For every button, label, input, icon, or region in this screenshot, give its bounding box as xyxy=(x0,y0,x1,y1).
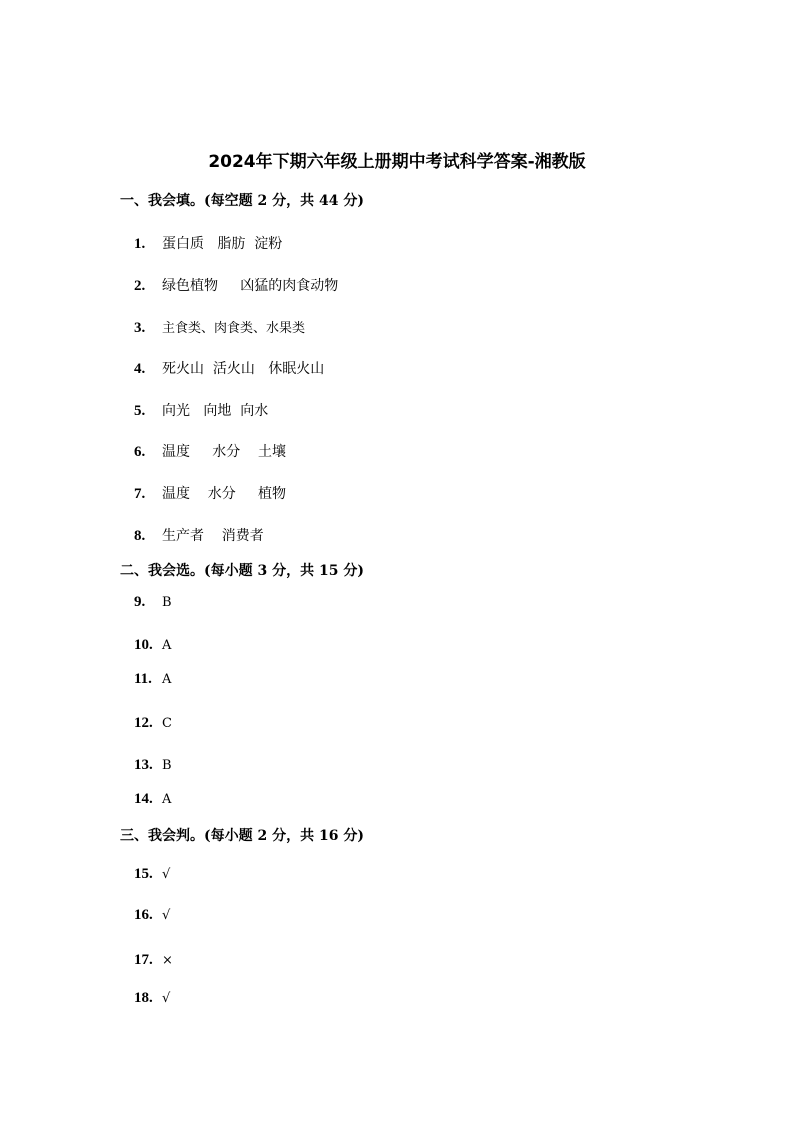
answer-item-15 xyxy=(134,864,170,884)
answer-text: C xyxy=(162,716,172,731)
answer-item-6 xyxy=(134,442,286,462)
question-number: 3. xyxy=(134,320,146,336)
answer-item-8 xyxy=(134,526,264,546)
answer-text: 温度 水分 土壤 xyxy=(162,444,287,460)
section-1-heading: 一、我会填。(每空题 2 分，共 44 分) xyxy=(120,193,364,209)
question-number: 14. xyxy=(134,791,153,807)
answer-item-11 xyxy=(134,669,171,689)
question-number: 17. xyxy=(134,952,153,968)
question-number: 18. xyxy=(134,990,153,1006)
answer-item-7 xyxy=(134,484,286,504)
question-number: 5. xyxy=(134,403,146,419)
answer-item-9 xyxy=(134,592,172,612)
answer-item-17 xyxy=(134,950,173,970)
answer-text: 生产者 消费者 xyxy=(162,528,264,544)
question-number: 10. xyxy=(134,637,153,653)
answer-text: 向光 向地 向水 xyxy=(162,403,269,419)
answer-item-5 xyxy=(134,401,268,421)
question-number: 7. xyxy=(134,486,146,502)
answer-text: √ xyxy=(162,867,171,882)
answer-text: 温度 水分 植物 xyxy=(162,486,287,502)
section-2-heading: 二、我会选。(每小题 3 分，共 15 分) xyxy=(120,563,364,579)
question-number: 9. xyxy=(134,594,146,610)
answer-item-1 xyxy=(134,234,282,254)
answer-item-18 xyxy=(134,988,170,1008)
question-number: 12. xyxy=(134,715,153,731)
answer-text: B xyxy=(162,595,172,610)
section-3-heading: 三、我会判。(每小题 2 分，共 16 分) xyxy=(120,828,364,844)
question-number: 15. xyxy=(134,866,153,882)
question-number: 4. xyxy=(134,361,146,377)
answer-item-10 xyxy=(134,635,171,655)
question-number: 6. xyxy=(134,444,146,460)
answer-text: 蛋白质 脂肪 淀粉 xyxy=(162,236,283,252)
answer-text: A xyxy=(162,638,172,653)
answer-item-16 xyxy=(134,905,170,925)
answer-item-4 xyxy=(134,359,324,379)
document-title: 2024年下期六年级上册期中考试科学答案-湘教版 xyxy=(208,152,586,172)
question-number: 1. xyxy=(134,236,146,252)
answer-item-2 xyxy=(134,276,338,296)
answer-text: √ xyxy=(162,991,171,1006)
answer-text: × xyxy=(162,953,173,968)
answer-item-14 xyxy=(134,789,171,809)
question-number: 11. xyxy=(134,671,152,687)
answer-text: A xyxy=(162,792,172,807)
question-number: 8. xyxy=(134,528,146,544)
answer-text: 绿色植物 凶猛的肉食动物 xyxy=(162,278,339,294)
question-number: 13. xyxy=(134,757,153,773)
answer-text: 死火山 活火山 休眠火山 xyxy=(162,361,325,377)
answer-text: A xyxy=(162,672,172,687)
answer-text: B xyxy=(162,758,172,773)
answer-text: √ xyxy=(162,908,171,923)
answer-item-12 xyxy=(134,713,172,733)
question-number: 2. xyxy=(134,278,146,294)
answer-item-13 xyxy=(134,755,172,775)
question-number: 16. xyxy=(134,907,153,923)
answer-item-3 xyxy=(134,318,305,338)
answer-text: 主食类、肉食类、水果类 xyxy=(162,321,306,336)
